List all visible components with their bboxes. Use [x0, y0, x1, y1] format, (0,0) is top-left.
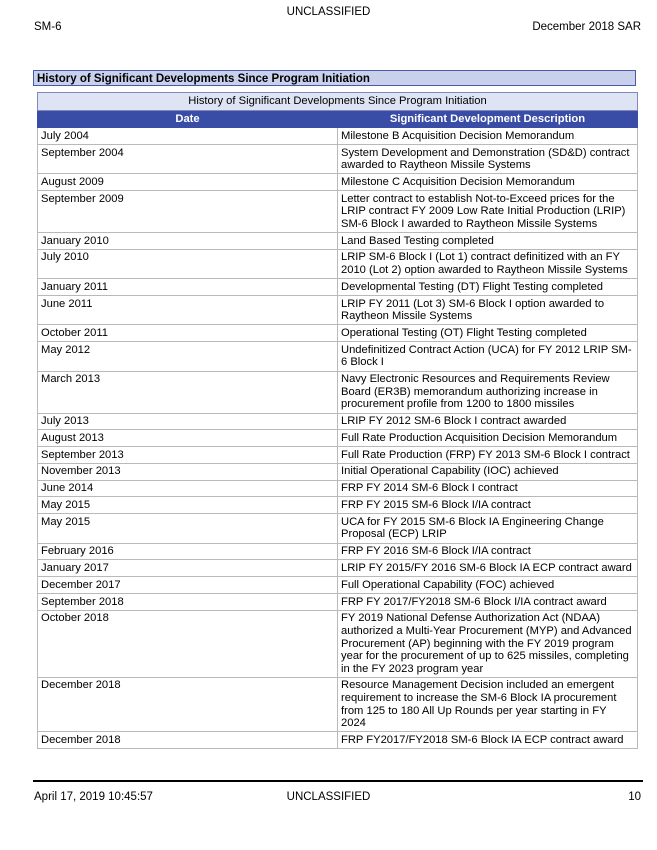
- table-row: [38, 543, 638, 560]
- row-description: FRP FY 2015 SM-6 Block I/IA contract: [338, 497, 638, 514]
- table-row: [38, 233, 638, 250]
- footer-divider: [33, 780, 643, 782]
- developments-table-container: [37, 92, 638, 749]
- column-header-date: Date: [38, 110, 338, 128]
- table-row: [38, 371, 638, 413]
- row-date: October 2011: [38, 325, 338, 342]
- row-date: September 2018: [38, 593, 338, 610]
- row-date: May 2015: [38, 514, 338, 543]
- row-description: LRIP FY 2012 SM-6 Block I contract awarded: [338, 413, 638, 430]
- footer-classification: UNCLASSIFIED: [286, 791, 371, 803]
- row-description: Milestone B Acquisition Decision Memorandum: [338, 128, 638, 145]
- table-body: [38, 128, 638, 749]
- row-date: July 2004: [38, 128, 338, 145]
- row-date: January 2011: [38, 279, 338, 296]
- table-row: [38, 279, 638, 296]
- row-description: Resource Management Decision included an emergent requirement to increase the SM-6 Block IA procurement from 125 to 180 All Up Rounds per year starting in FY 2024: [338, 677, 638, 732]
- table-row: [38, 677, 638, 732]
- table-row: [38, 296, 638, 325]
- table-row: [38, 174, 638, 191]
- row-description: Developmental Testing (DT) Flight Testing completed: [338, 279, 638, 296]
- table-row: [38, 480, 638, 497]
- row-description: Initial Operational Capability (IOC) achieved: [338, 463, 638, 480]
- row-description: FRP FY2017/FY2018 SM-6 Block IA ECP contract award: [338, 732, 638, 749]
- table-caption: History of Significant Developments Since Program Initiation: [38, 93, 638, 111]
- row-description: Undefinitized Contract Action (UCA) for FY 2012 LRIP SM-6 Block I: [338, 342, 638, 371]
- row-date: September 2013: [38, 447, 338, 464]
- row-date: August 2009: [38, 174, 338, 191]
- table-row: [38, 342, 638, 371]
- section-title: History of Significant Developments Since Program Initiation: [33, 70, 636, 86]
- row-date: February 2016: [38, 543, 338, 560]
- row-date: January 2017: [38, 560, 338, 577]
- row-description: Land Based Testing completed: [338, 233, 638, 250]
- row-description: FRP FY 2014 SM-6 Block I contract: [338, 480, 638, 497]
- table-row: [38, 413, 638, 430]
- row-description: Full Rate Production (FRP) FY 2013 SM-6 Block I contract: [338, 447, 638, 464]
- table-row: [38, 610, 638, 677]
- row-date: January 2010: [38, 233, 338, 250]
- row-date: August 2013: [38, 430, 338, 447]
- table-row: [38, 514, 638, 543]
- header-report: December 2018 SAR: [532, 21, 641, 33]
- row-description: Operational Testing (OT) Flight Testing completed: [338, 325, 638, 342]
- row-date: July 2013: [38, 413, 338, 430]
- table-row: [38, 577, 638, 594]
- row-date: September 2004: [38, 144, 338, 173]
- footer-page-number: 10: [628, 791, 641, 803]
- table-row: [38, 593, 638, 610]
- row-date: November 2013: [38, 463, 338, 480]
- table-row: [38, 144, 638, 173]
- column-header-description: Significant Development Description: [338, 110, 638, 128]
- row-description: FRP FY 2016 SM-6 Block I/IA contract: [338, 543, 638, 560]
- header-classification: UNCLASSIFIED: [286, 6, 371, 18]
- row-description: LRIP FY 2011 (Lot 3) SM-6 Block I option awarded to Raytheon Missile Systems: [338, 296, 638, 325]
- row-description: Milestone C Acquisition Decision Memorandum: [338, 174, 638, 191]
- row-description: UCA for FY 2015 SM-6 Block IA Engineering Change Proposal (ECP) LRIP: [338, 514, 638, 543]
- row-date: June 2011: [38, 296, 338, 325]
- row-date: May 2012: [38, 342, 338, 371]
- row-description: System Development and Demonstration (SD&D) contract awarded to Raytheon Missile Systems: [338, 144, 638, 173]
- row-date: October 2018: [38, 610, 338, 677]
- table-row: [38, 732, 638, 749]
- footer-timestamp: April 17, 2019 10:45:57: [34, 791, 153, 803]
- table-row: [38, 325, 638, 342]
- table-row: [38, 249, 638, 278]
- table-row: [38, 430, 638, 447]
- row-description: FY 2019 National Defense Authorization Act (NDAA) authorized a Multi-Year Procurement (MYP) and Advanced Procurement (AP) beginning with the FY 2019 program year for the procurement of up to 625 missiles, completing in the FY 2023 program year: [338, 610, 638, 677]
- row-description: LRIP FY 2015/FY 2016 SM-6 Block IA ECP contract award: [338, 560, 638, 577]
- developments-table: [37, 92, 638, 749]
- row-date: May 2015: [38, 497, 338, 514]
- row-date: July 2010: [38, 249, 338, 278]
- row-date: December 2017: [38, 577, 338, 594]
- header-program: SM-6: [34, 21, 62, 33]
- row-description: FRP FY 2017/FY2018 SM-6 Block I/IA contract award: [338, 593, 638, 610]
- row-description: Letter contract to establish Not-to-Exceed prices for the LRIP contract FY 2009 Low Rate Initial Production (LRIP) SM-6 Block I awarded to Raytheon Missile Systems: [338, 191, 638, 233]
- row-description: Navy Electronic Resources and Requirements Review Board (ER3B) memorandum authorizing increase in procurement profile from 1200 to 1800 missiles: [338, 371, 638, 413]
- table-row: [38, 447, 638, 464]
- row-description: LRIP SM-6 Block I (Lot 1) contract definitized with an FY 2010 (Lot 2) option awarded to Raytheon Missile Systems: [338, 249, 638, 278]
- row-description: Full Operational Capability (FOC) achieved: [338, 577, 638, 594]
- table-row: [38, 128, 638, 145]
- row-date: December 2018: [38, 732, 338, 749]
- table-row: [38, 497, 638, 514]
- table-row: [38, 560, 638, 577]
- row-description: Full Rate Production Acquisition Decision Memorandum: [338, 430, 638, 447]
- row-date: March 2013: [38, 371, 338, 413]
- row-date: December 2018: [38, 677, 338, 732]
- row-date: June 2014: [38, 480, 338, 497]
- row-date: September 2009: [38, 191, 338, 233]
- table-row: [38, 463, 638, 480]
- table-row: [38, 191, 638, 233]
